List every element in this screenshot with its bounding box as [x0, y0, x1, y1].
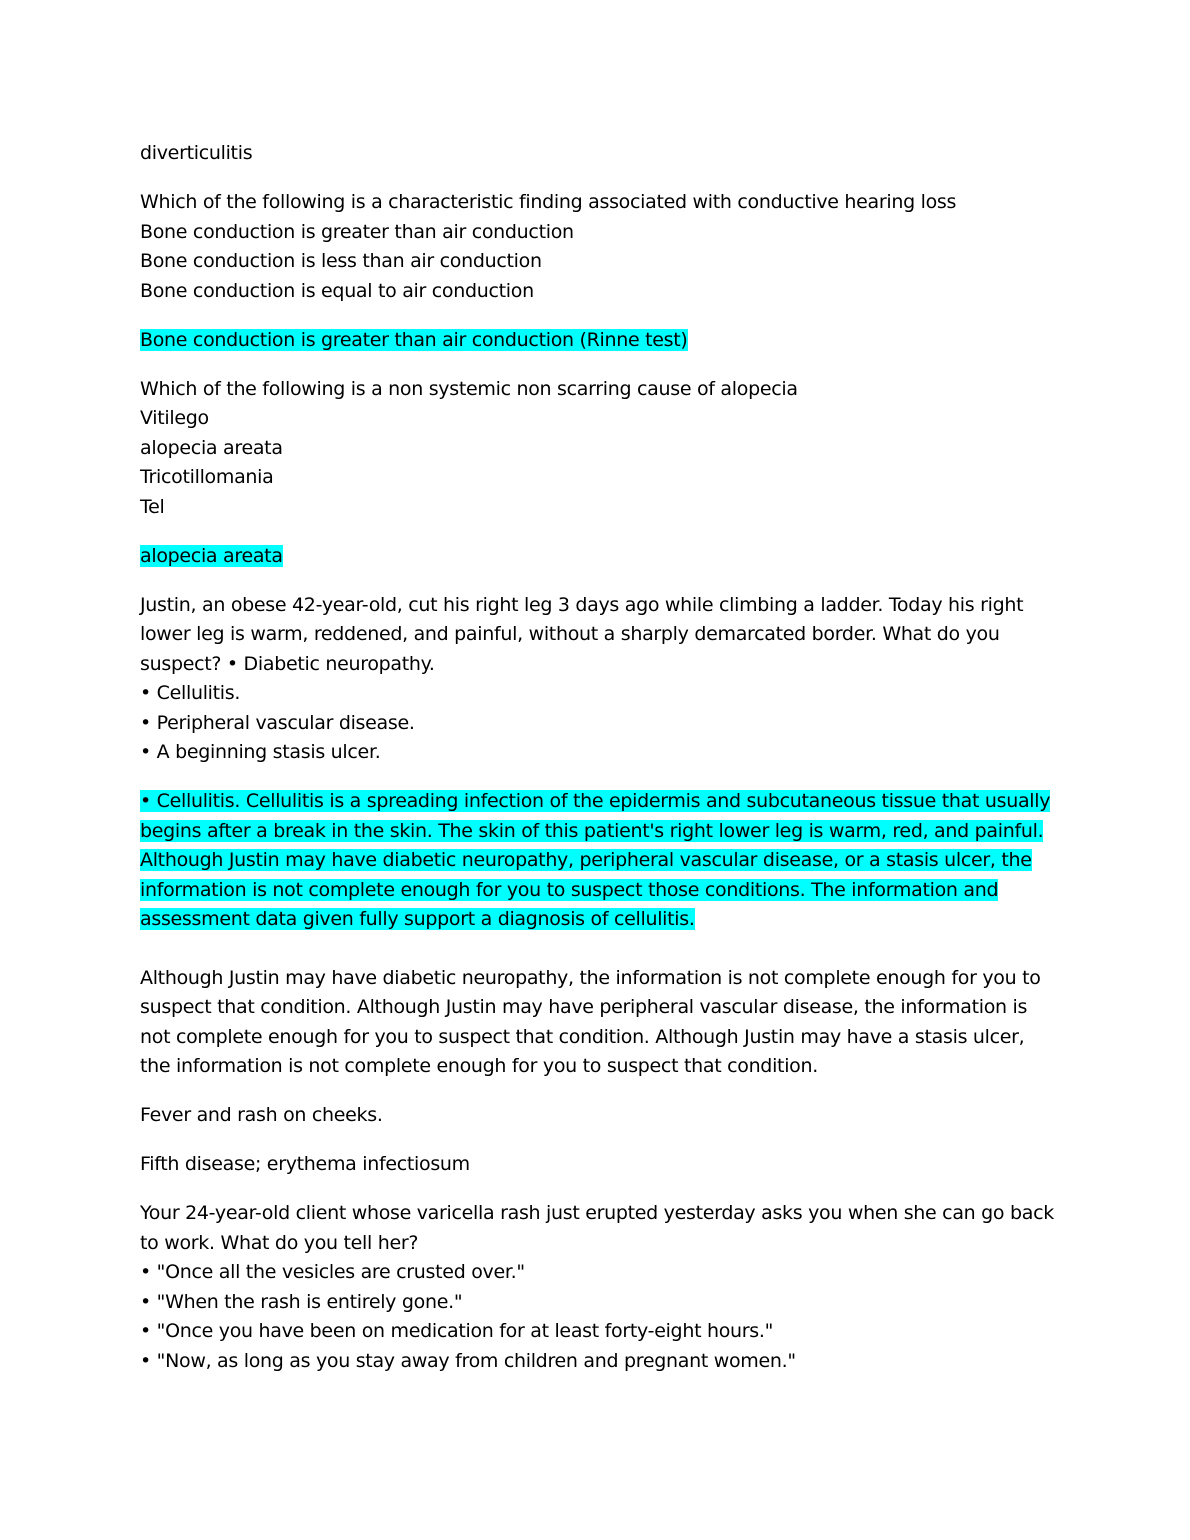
option-text: Bone conduction is greater than air conduction: [140, 220, 574, 243]
question-text: Your 24-year-old client whose varicella rash just erupted yesterday asks you when she can go back to work. What do you tell her?: [140, 1202, 1054, 1254]
answer-highlight: • Cellulitis. Cellulitis is a spreading infection of the epidermis and subcutaneous tissue that usually begins after a break in the skin. The skin of this patient's right lower leg is warm, red, and painful. Although Justin may have diabetic neuropathy, peripheral vascular disease, or a stasis ulcer, the information is not complete enough for you to suspect those conditions. The information and assessment data given fully support a diagnosis of cellulitis.: [140, 790, 1051, 930]
option-text: Bone conduction is less than air conduction: [140, 250, 542, 272]
answer-highlight: Bone conduction is greater than air conduction (Rinne test): [140, 328, 688, 351]
option-text: • Peripheral vascular disease.: [140, 711, 415, 734]
answer-fifth-disease: [140, 1150, 1055, 1180]
option-text: • Cellulitis.: [140, 682, 241, 704]
option-text: Bone conduction is equal to air conduction: [140, 279, 534, 302]
option-text: • "Once all the vesicles are crusted over.": [140, 1261, 525, 1283]
highlighted-answer-cellulitis: [140, 787, 1055, 935]
option-text: Tel: [140, 495, 165, 518]
answer-text-diverticulitis: [140, 139, 1055, 169]
option-text: • "Now, as long as you stay away from children and pregnant women.": [140, 1349, 796, 1372]
option-text: • A beginning stasis ulcer.: [140, 741, 381, 763]
highlighted-answer-alopecia: [140, 542, 1055, 572]
option-text: • "When the rash is entirely gone.": [140, 1290, 463, 1313]
document-page: [140, 139, 1055, 1396]
text-line: diverticulitis: [140, 142, 253, 164]
question-block-cellulitis: [140, 591, 1055, 768]
question-text: Which of the following is a non systemic non scarring cause of alopecia: [140, 377, 798, 400]
explanation-cellulitis: [140, 964, 1055, 1082]
highlighted-answer-hearing-loss: [140, 326, 1055, 356]
question-block-hearing-loss: [140, 188, 1055, 306]
option-text: Vitilego: [140, 407, 209, 429]
question-block-varicella: [140, 1199, 1055, 1376]
question-block-alopecia: [140, 375, 1055, 523]
question-text: Fever and rash on cheeks.: [140, 1104, 383, 1126]
answer-text: Fifth disease; erythema infectiosum: [140, 1153, 470, 1175]
question-text: Justin, an obese 42-year-old, cut his right leg 3 days ago while climbing a ladder. Today his right lower leg is warm, reddened, and painful, without a sharply demarcated border. What do you suspect? • Diabetic neuropathy.: [140, 593, 1024, 675]
explanation-text: Although Justin may have diabetic neuropathy, the information is not complete enough for you to suspect that condition. Although Justin may have peripheral vascular disease, the information is not complete enough for you to suspect that condition. Although Justin may have a stasis ulcer, the information is not complete enough for you to suspect that condition.: [140, 966, 1041, 1077]
answer-highlight: alopecia areata: [140, 544, 283, 567]
option-text: Tricotillomania: [140, 466, 274, 488]
option-text: alopecia areata: [140, 436, 283, 459]
question-block-fever-rash: [140, 1101, 1055, 1131]
question-text: Which of the following is a characteristic finding associated with conductive hearing loss: [140, 191, 957, 213]
option-text: • "Once you have been on medication for at least forty-eight hours.": [140, 1320, 774, 1342]
